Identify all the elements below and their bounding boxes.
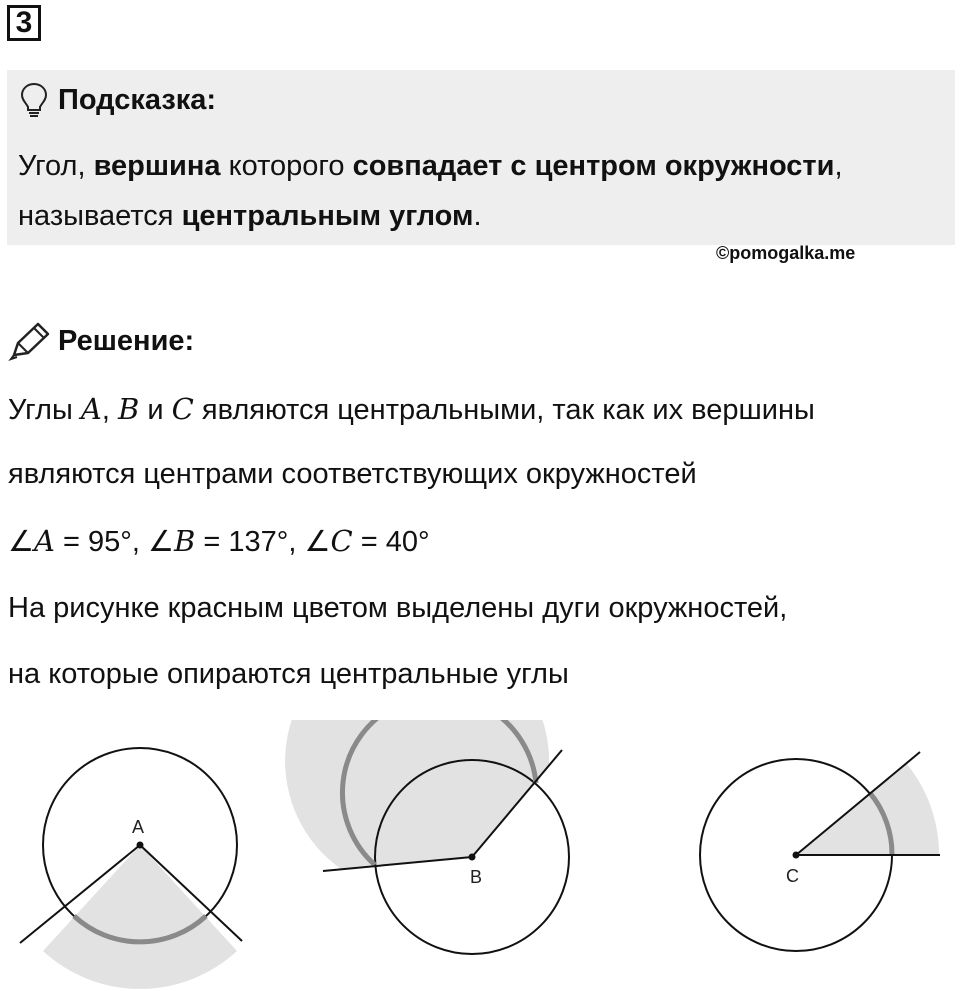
- solution-line-1: [8, 392, 815, 427]
- angle-value: = 137°,: [195, 526, 305, 558]
- watermark: ©pomogalka.me: [716, 243, 856, 263]
- solution-line-3: [8, 524, 430, 559]
- text: Углы: [8, 394, 81, 426]
- var-a: A: [34, 524, 55, 558]
- hint-line-1: [18, 150, 843, 183]
- hint-text: ,: [834, 150, 843, 182]
- text: ,: [101, 394, 118, 426]
- var-c: C: [330, 524, 353, 558]
- figure-c: [700, 752, 940, 951]
- hint-title-text: Подсказка:: [58, 83, 217, 116]
- figure-a: [20, 748, 242, 989]
- solution-line-2: являются центрами соответствующих окружностей: [8, 458, 697, 490]
- label-c: C: [786, 866, 799, 886]
- sector-a: [43, 845, 237, 989]
- text: и: [139, 394, 172, 426]
- label-a: A: [132, 817, 145, 837]
- vertex-c: [793, 852, 800, 859]
- angle-value: = 95°,: [54, 526, 148, 558]
- angle-symbol: ∠: [147, 526, 174, 558]
- vertex-b: [469, 854, 476, 861]
- hint-text: Угол,: [18, 150, 94, 182]
- text: являются центральными, так как их вершины: [193, 394, 815, 426]
- solution-line-4: На рисунке красным цветом выделены дуги окружностей,: [8, 592, 788, 624]
- hint-text: которого: [220, 150, 353, 182]
- angle-symbol: ∠: [304, 526, 331, 558]
- hint-text: называется: [18, 200, 182, 232]
- var-a: A: [80, 392, 102, 426]
- hint-title: [20, 80, 216, 120]
- hint-line-2: [18, 200, 482, 233]
- hint-bold: центральным углом: [181, 200, 474, 232]
- angle-value: = 40°: [352, 526, 430, 558]
- pencil-icon: [8, 321, 52, 361]
- var-b: B: [117, 392, 140, 426]
- angle-symbol: ∠: [8, 526, 34, 558]
- hint-bold: совпадает с центром окружности: [352, 150, 835, 182]
- figures: [0, 720, 960, 991]
- sector-b: [285, 720, 549, 869]
- vertex-a: [137, 842, 144, 849]
- lightbulb-icon: [20, 82, 48, 118]
- solution-title: [8, 320, 194, 362]
- var-b: B: [173, 524, 196, 558]
- label-b: B: [470, 867, 483, 887]
- hint-text: .: [473, 200, 482, 232]
- solution-line-5: на которые опираются центральные углы: [8, 658, 569, 690]
- figure-b: [285, 720, 569, 954]
- solution-title-text: Решение:: [58, 324, 195, 357]
- sector-c: [796, 763, 939, 855]
- var-c: C: [171, 392, 194, 426]
- hint-bold: вершина: [93, 150, 221, 182]
- task-number: 3: [7, 5, 41, 41]
